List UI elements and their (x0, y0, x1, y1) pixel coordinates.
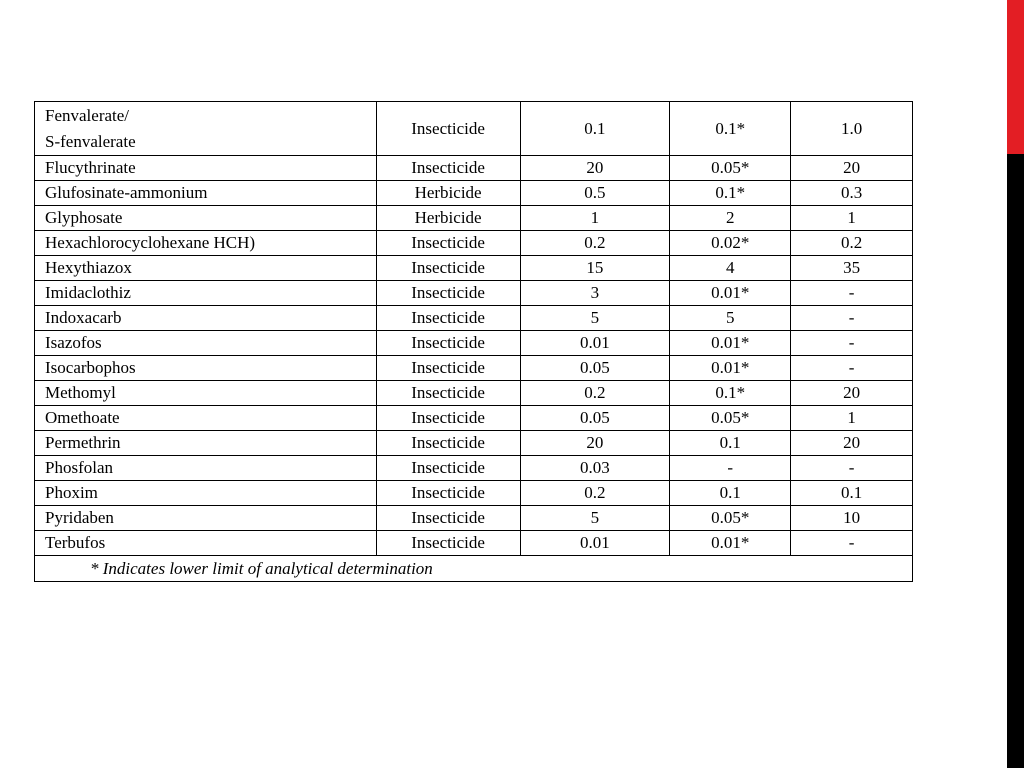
pesticide-name-cell: Pyridaben (35, 506, 377, 531)
value-2-cell: 0.01* (670, 531, 791, 556)
value-3-cell: - (791, 456, 913, 481)
value-2-cell: 2 (670, 206, 791, 231)
pesticide-type-cell: Insecticide (376, 431, 520, 456)
value-3-cell: - (791, 306, 913, 331)
pesticide-name-line-1: Fenvalerate/ (45, 105, 130, 125)
pesticide-type-cell: Insecticide (376, 331, 520, 356)
table-row (35, 181, 913, 206)
pesticide-type-cell: Insecticide (376, 281, 520, 306)
value-1-cell: 0.2 (520, 481, 670, 506)
pesticide-name-cell: Phoxim (35, 481, 377, 506)
value-3-cell: - (791, 356, 913, 381)
value-1-cell: 20 (520, 156, 670, 181)
value-1-cell: 0.2 (520, 381, 670, 406)
value-1-cell: 1 (520, 206, 670, 231)
pesticide-name-cell: Omethoate (35, 406, 377, 431)
table-row (35, 381, 913, 406)
pesticide-name-cell: Glyphosate (35, 206, 377, 231)
value-2-cell: 0.1* (670, 102, 791, 156)
value-1-cell: 15 (520, 256, 670, 281)
value-1-cell: 20 (520, 431, 670, 456)
value-2-cell: 0.1* (670, 381, 791, 406)
table-row (35, 506, 913, 531)
value-2-cell: 0.05* (670, 156, 791, 181)
pesticide-type-cell: Insecticide (376, 456, 520, 481)
pesticide-name-cell: Hexachlorocyclohexane HCH) (35, 231, 377, 256)
table-row (35, 156, 913, 181)
pesticide-name-cell: Indoxacarb (35, 306, 377, 331)
pesticide-name-cell: Flucythrinate (35, 156, 377, 181)
table-row (35, 406, 913, 431)
pesticide-name-cell: Imidaclothiz (35, 281, 377, 306)
value-3-cell: 10 (791, 506, 913, 531)
pesticide-name-cell: Terbufos (35, 531, 377, 556)
pesticide-type-cell: Insecticide (376, 356, 520, 381)
pesticide-type-cell: Herbicide (376, 181, 520, 206)
value-2-cell: 0.1 (670, 431, 791, 456)
pesticide-table (34, 101, 913, 582)
value-2-cell: 0.05* (670, 506, 791, 531)
value-2-cell: 0.01* (670, 281, 791, 306)
value-3-cell: 20 (791, 381, 913, 406)
value-1-cell: 0.2 (520, 231, 670, 256)
side-accent-bar (1007, 0, 1024, 768)
pesticide-name-cell: Phosfolan (35, 456, 377, 481)
table-row (35, 431, 913, 456)
value-1-cell: 0.01 (520, 331, 670, 356)
value-2-cell: 0.1* (670, 181, 791, 206)
value-3-cell: 20 (791, 156, 913, 181)
value-2-cell: 0.01* (670, 356, 791, 381)
value-2-cell: 0.1 (670, 481, 791, 506)
table-row (35, 231, 913, 256)
pesticide-type-cell: Insecticide (376, 481, 520, 506)
value-3-cell: 1 (791, 406, 913, 431)
table-row (35, 256, 913, 281)
value-2-cell: 5 (670, 306, 791, 331)
pesticide-name-cell (35, 102, 377, 156)
value-1-cell: 0.03 (520, 456, 670, 481)
pesticide-name-cell: Permethrin (35, 431, 377, 456)
value-3-cell: - (791, 531, 913, 556)
pesticide-type-cell: Insecticide (376, 256, 520, 281)
pesticide-name-cell: Isazofos (35, 331, 377, 356)
value-3-cell: 1.0 (791, 102, 913, 156)
value-1-cell: 5 (520, 306, 670, 331)
table-row (35, 356, 913, 381)
value-1-cell: 0.5 (520, 181, 670, 206)
side-accent-black (1007, 154, 1024, 768)
pesticide-name-line-2: S-fenvalerate (45, 131, 136, 151)
table-row (35, 306, 913, 331)
value-1-cell: 3 (520, 281, 670, 306)
value-3-cell: 1 (791, 206, 913, 231)
pesticide-name-cell: Methomyl (35, 381, 377, 406)
table-row (35, 206, 913, 231)
table-row (35, 531, 913, 556)
value-3-cell: - (791, 331, 913, 356)
pesticide-type-cell: Herbicide (376, 206, 520, 231)
value-3-cell: 0.2 (791, 231, 913, 256)
pesticide-type-cell: Insecticide (376, 156, 520, 181)
pesticide-name-cell: Glufosinate-ammonium (35, 181, 377, 206)
table-row (35, 102, 913, 156)
pesticide-type-cell: Insecticide (376, 102, 520, 156)
footnote-row (35, 556, 913, 582)
value-2-cell: 0.05* (670, 406, 791, 431)
footnote-text: * Indicates lower limit of analytical determination (35, 556, 913, 582)
table-row (35, 481, 913, 506)
value-2-cell: 0.01* (670, 331, 791, 356)
pesticide-name-cell: Isocarbophos (35, 356, 377, 381)
pesticide-type-cell: Insecticide (376, 231, 520, 256)
value-3-cell: 35 (791, 256, 913, 281)
table-row (35, 331, 913, 356)
pesticide-type-cell: Insecticide (376, 406, 520, 431)
value-3-cell: - (791, 281, 913, 306)
side-accent-red (1007, 0, 1024, 154)
table-row (35, 281, 913, 306)
value-1-cell: 0.1 (520, 102, 670, 156)
value-1-cell: 0.01 (520, 531, 670, 556)
pesticide-type-cell: Insecticide (376, 381, 520, 406)
value-2-cell: 4 (670, 256, 791, 281)
value-3-cell: 0.1 (791, 481, 913, 506)
value-1-cell: 0.05 (520, 356, 670, 381)
value-2-cell: - (670, 456, 791, 481)
value-3-cell: 0.3 (791, 181, 913, 206)
table-body (35, 102, 913, 582)
table-row (35, 456, 913, 481)
value-3-cell: 20 (791, 431, 913, 456)
value-1-cell: 0.05 (520, 406, 670, 431)
value-1-cell: 5 (520, 506, 670, 531)
pesticide-type-cell: Insecticide (376, 506, 520, 531)
pesticide-type-cell: Insecticide (376, 531, 520, 556)
pesticide-name-cell: Hexythiazox (35, 256, 377, 281)
pesticide-type-cell: Insecticide (376, 306, 520, 331)
value-2-cell: 0.02* (670, 231, 791, 256)
